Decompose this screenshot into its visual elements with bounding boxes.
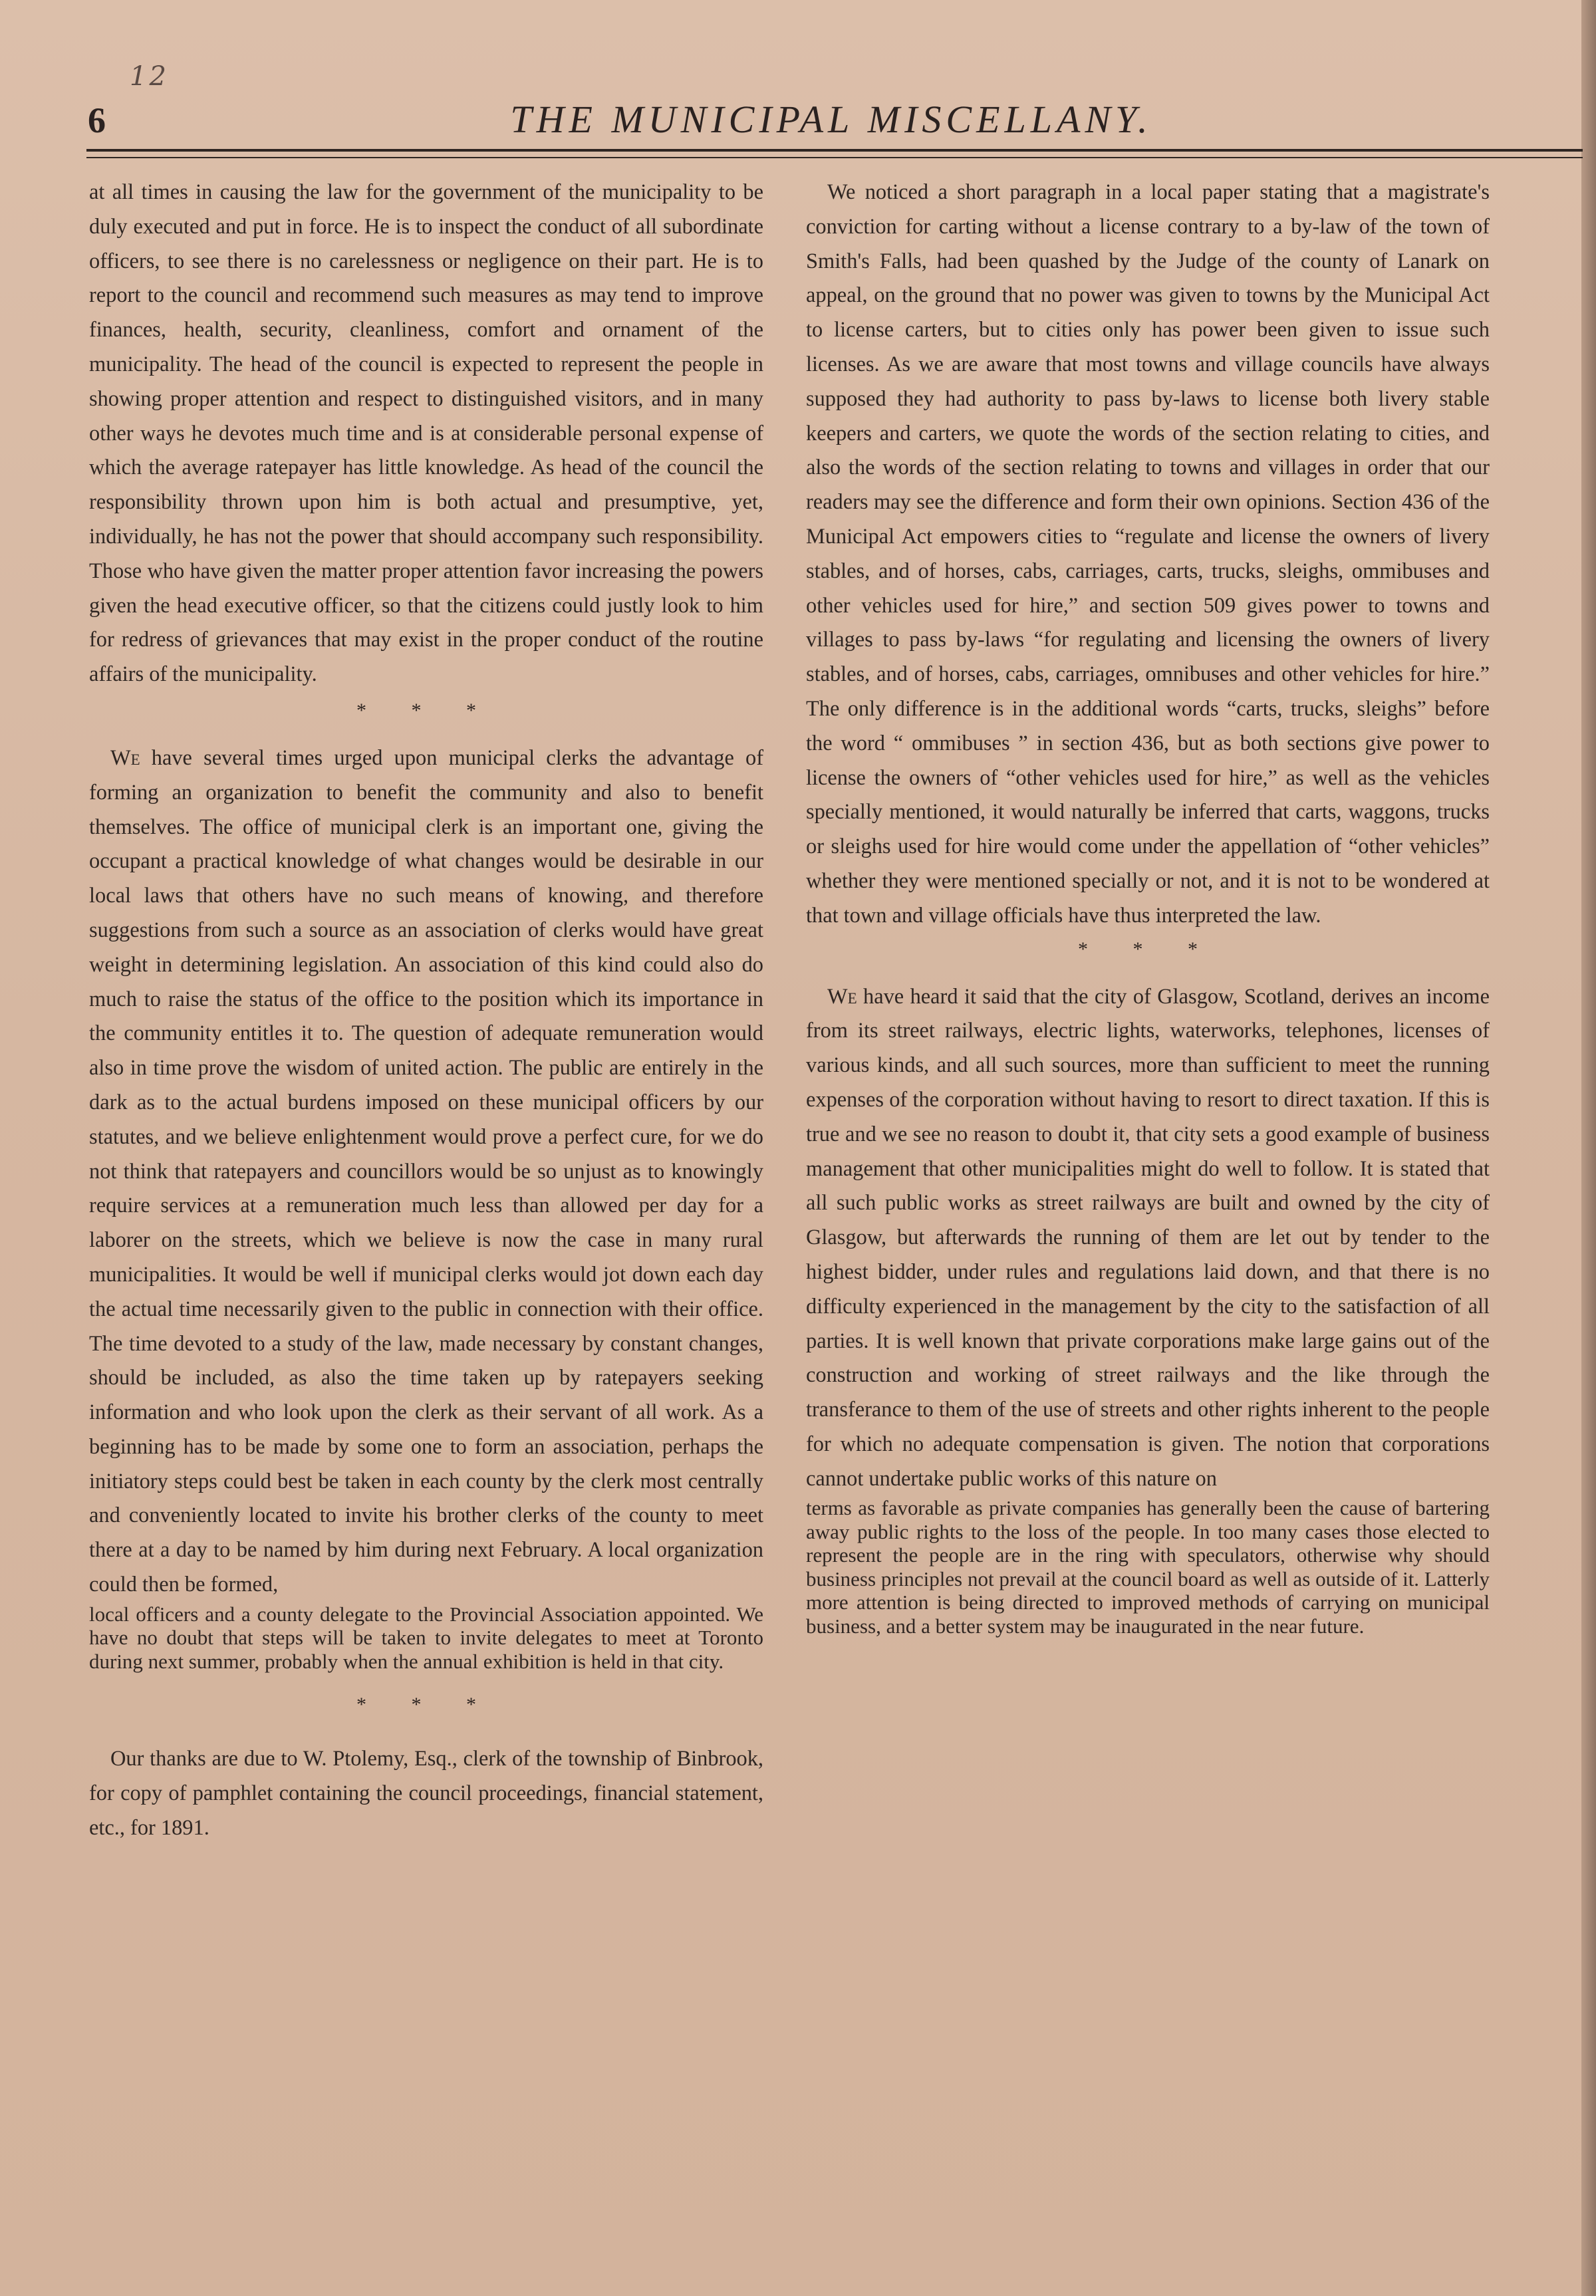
handwritten-page-note: 12 [130,61,169,92]
section-divider-stars: * * * [356,1694,496,1716]
section-divider-stars: * * * [1078,938,1218,960]
article-paragraph-continued: terms as favorable as private companies has generally been the cause of bartering away public rights to the loss of the people. In too many cases those elected to represent the people are in the ring with speculators, otherwise why should business principles not prevail at the council board as well as outside of it. Latterly more attention is being directed to improved methods of carrying on municipal business, and a better system may be inaugurated in the near future. [806,1496,1490,1638]
lead-word: We [827,984,857,1009]
paragraph-body: have heard it said that the city of Glasgow, Scotland, derives an income from its street railways, electric lights, waterworks, telephones, licenses of various kinds, and all such sources, more than sufficient to meet the running expenses of the corporation without having to resort to direct taxation. If this is true and we see no reason to doubt it, that city sets a good example of business management that other municipalities might do well to follow. It is stated that all such public works as street railways are built and owned by the city of Glasgow, but afterwards the running of them are let out by tender to the highest bidder, under rules and regulations laid down, and that there is no difficulty experienced in the management by the city to the satisfaction of all parties. It is well known that private corporations make large gains out of the construction and working of street railways and the like through the transferance to them of the use of streets and other rights inherent to the people for which no adequate compensation is given. The notion that corporations cannot undertake public works of this nature on [806,984,1490,1491]
section-divider-stars: * * * [356,699,496,721]
left-column [89,176,763,1846]
article-paragraph-continued: local officers and a county delegate to the Provincial Association appointed. We have no doubt that steps will be taken to invite delegates to meet at Toronto during next summer, probably when the annual exhibition is held in that city. [89,1602,763,1673]
page-number: 6 [88,100,106,140]
article-paragraph: Our thanks are due to W. Ptolemy, Esq., clerk of the township of Binbrook, for copy of pamphlet containing the council proceedings, financial statement, etc., for 1891. [89,1747,763,1840]
right-column [806,176,1490,1638]
paragraph-body: have several times urged upon municipal clerks the advantage of forming an organization to benefit the community and also to benefit themselves. The office of municipal clerk is an important one, giving the occupant a practical knowledge of what changes would be desirable in our local laws that others have no such means of knowing, and therefore suggestions from such a source as an association of clerks would have great weight in determining legislation. An association of this kind could also do much to raise the status of the office to the position which its importance in the community entitles it to. The question of adequate remuneration would also in time prove the wisdom of united action. The public are entirely in the dark as to the actual burdens imposed on these municipal officers by our statutes, and we believe enlightenment would prove a perfect cure, for we do not think that ratepayers and councillors would be so unjust as to knowingly require services at a remuneration much less than allowed per day for a laborer on the streets, which we believe is now the case in many rural municipalities. It would be well if municipal clerks would jot down each day the actual time necessarily given to the public in connection with their office. The time devoted to a study of the law, made necessary by constant changes, should be included, as also the time taken up by ratepayers seeking information and who look upon the clerk as their servant of all work. As a beginning has to be made by some one to form an association, perhaps the initiatory steps could best be taken in each county by the clerk most centrally and conveniently located to invite his brother clerks of the county to meet there at a day to be named by him during next February. A local organization could then be formed, [89,745,763,1597]
article-paragraph: We noticed a short paragraph in a local paper stating that a magistrate's conviction for carting without a license contrary to a by-law of the town of Smith's Falls, had been quashed by the Judge of the county of Lanark on appeal, on the ground that no power was given to towns by the Municipal Act to license carters, but to cities only has power been given to issue such licenses. As we are aware that most towns and village councils have always supposed they had authority to pass by-laws to license both livery stable keepers and carters, we quote the words of the section relating to cities, and also the words of the section relating to towns and villages in order that our readers may see the difference and form their own opinions. Section 436 of the Municipal Act empowers cities to “regulate and license the owners of livery stables, and of horses, cabs, carriages, carts, trucks, sleighs, ommibuses and other vehicles used for hire,” and section 509 gives power to towns and villages to pass by-laws “for regulating and licensing the owners of livery stables, and of horses, cabs, carriages, omnibuses and other vehicles for hire.” The only difference is in the additional words “carts, trucks, sleighs” before the word “ ommibuses ” in section 436, but as both sections give power to license the owners of “other vehicles used for hire,” as well as the vehicles specially mentioned, it would naturally be inferred that carts, waggons, trucks or sleighs used for hire would come under the appellation of “other vehicles” whether they were mentioned specially or not, and it is not to be wondered at that town and village officials have thus interpreted the law. [806,180,1490,928]
page-edge-shadow [1581,0,1596,2296]
article-paragraph [89,741,763,1602]
header-rule-thick [86,149,1583,152]
lead-word: We [110,745,140,770]
masthead-title: THE MUNICIPAL MISCELLANY. [510,98,1152,141]
header-rule-thin [86,157,1583,158]
article-paragraph [806,980,1490,1497]
article-paragraph: at all times in causing the law for the government of the municipality to be duly executed and put in force. He is to inspect the conduct of all subordinate officers, to see there is no carelessness or negligence on their part. He is to report to the council and recommend such measures as may tend to improve finances, health, security, cleanliness, comfort and ornament of the municipality. The head of the council is expected to represent the people in showing proper attention and respect to distinguished visitors, and in many other ways he devotes much time and is at considerable personal expense of which the average ratepayer has little knowledge. As head of the council the responsibility thrown upon him is both actual and presumptive, yet, individually, he has not the power that should accompany such responsibility. Those who have given the matter proper attention favor increasing the powers given the head executive officer, so that the citizens could justly look to him for redress of grievances that may exist in the proper conduct of the routine affairs of the municipality. [89,180,763,687]
